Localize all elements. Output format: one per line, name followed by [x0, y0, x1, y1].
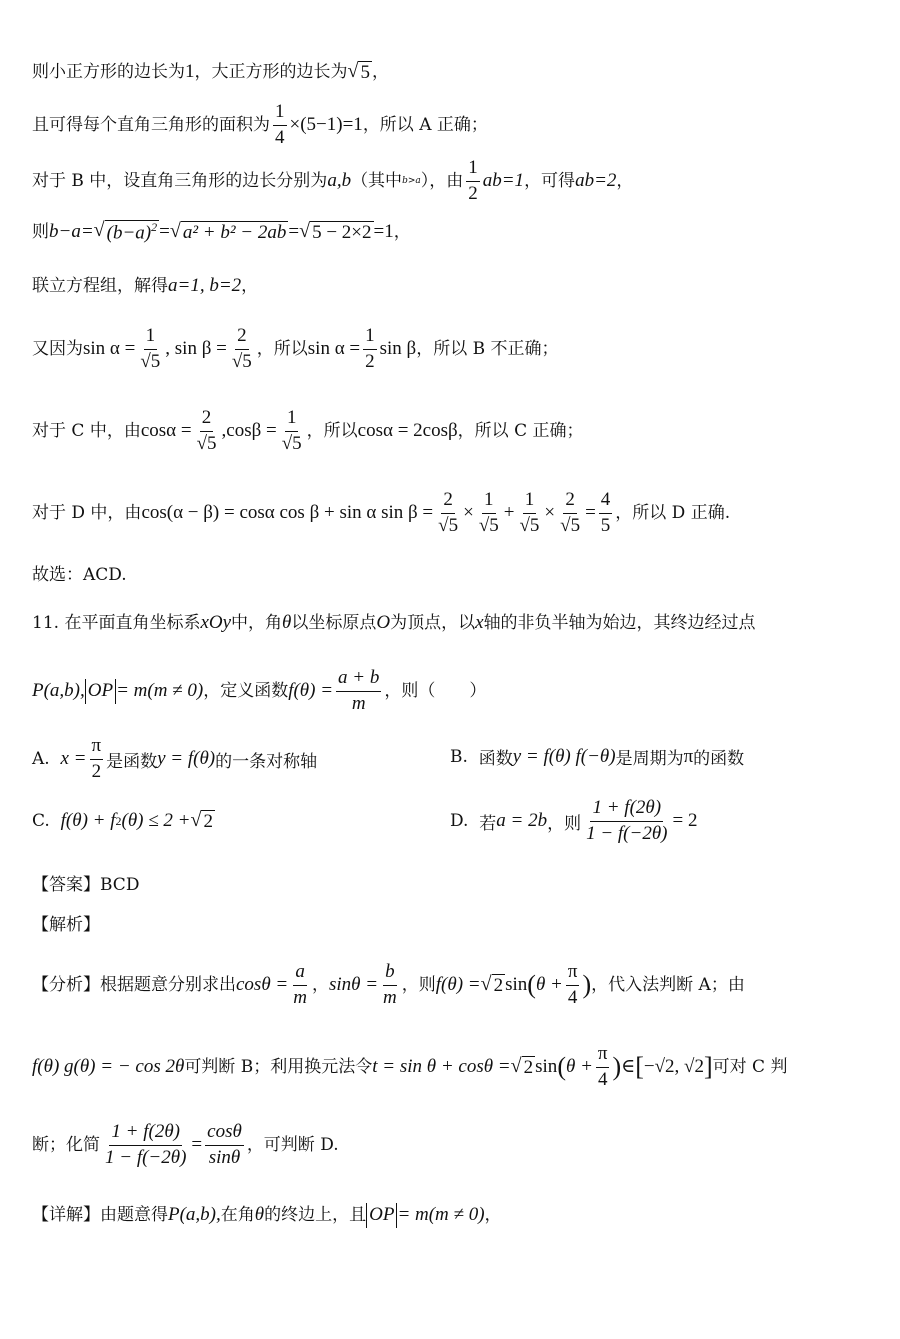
numerator: 1 + f(2θ)	[590, 798, 663, 822]
text: 【分析】根据题意分别求出	[32, 975, 236, 996]
text: 若	[479, 813, 497, 834]
text: 联立方程组，解得	[32, 276, 168, 297]
math-vars: O	[376, 612, 391, 633]
math-expression: f(θ) =	[288, 680, 334, 702]
numerator: a + b	[336, 668, 381, 692]
denominator-value: 5	[529, 514, 540, 536]
text: ，所以 C 正确；	[457, 421, 584, 442]
math-vars: θ	[282, 612, 292, 633]
text: ，则	[401, 975, 436, 996]
text: 11. 在平面直角坐标系	[32, 613, 201, 634]
math-expression: = m(m ≠ 0)	[116, 680, 204, 702]
option-c	[32, 810, 215, 833]
text: 为顶点，以	[390, 613, 476, 634]
math-expression: cos(α − β) = cosα cos β + sin α sin β =	[141, 502, 434, 524]
fraction	[566, 962, 580, 1009]
text: ，则（ ）	[384, 681, 487, 702]
numerator: 2	[235, 326, 249, 350]
text: ，代入法判断 A；由	[591, 975, 745, 996]
math-expression: ab=1	[482, 170, 525, 192]
numerator: 4	[599, 490, 613, 514]
math-expression: ab=2	[575, 170, 617, 192]
math-expression: sin β	[379, 338, 417, 360]
denominator-value: 5	[207, 432, 217, 454]
sqrt-expression: √ $(b-a)^2$	[93, 219, 158, 244]
fraction	[436, 490, 460, 537]
text: 对于 C 中，由	[32, 421, 141, 442]
line-8	[32, 490, 872, 537]
denominator: 4	[567, 986, 578, 1008]
fraction	[466, 158, 480, 205]
denominator: 1 − f(−2θ)	[586, 822, 668, 844]
math-equals: =	[585, 502, 596, 524]
numerator: a	[293, 962, 307, 986]
math-expression: y = f(θ)	[157, 748, 216, 770]
left-paren: (	[557, 1052, 566, 1082]
text: 轴的非负半轴为始边，其终边经过点	[483, 613, 756, 634]
math-abs: OP	[366, 1203, 397, 1228]
text: 故选：ACD.	[32, 565, 127, 585]
fraction	[363, 326, 377, 373]
math-expression: b−a=	[49, 221, 94, 242]
option-a	[32, 736, 317, 783]
question-11-line-1	[32, 611, 872, 636]
analysis-line-1	[32, 962, 872, 1009]
math-symbol: π	[683, 745, 694, 767]
text: 且可得每个直角三角形的面积为	[32, 115, 270, 136]
text: ，	[311, 975, 329, 996]
numerator: 1 + f(2θ)	[109, 1122, 182, 1146]
denominator: √5	[478, 514, 499, 536]
numerator: cosθ	[205, 1122, 244, 1146]
numerator: π	[596, 1044, 610, 1068]
math-vars: xOy	[200, 612, 232, 633]
text: 可判断 B；利用换元法令	[184, 1057, 373, 1078]
left-bracket: [	[635, 1052, 644, 1082]
text: ，则	[547, 813, 582, 834]
math-vars: x	[475, 612, 484, 633]
right-bracket: ]	[703, 1052, 713, 1082]
math-function: sin	[535, 1056, 558, 1078]
text: ，	[484, 1205, 502, 1226]
math-expression: = 2	[672, 810, 698, 832]
math-function: sin	[505, 974, 528, 996]
sqrt-arg-text: (b−a)	[106, 222, 152, 244]
fraction	[90, 736, 104, 783]
denominator: m	[293, 986, 307, 1008]
math-expression: sin α =	[307, 338, 361, 360]
line-7	[32, 408, 872, 455]
sqrt-arg: 2	[493, 974, 504, 996]
math-expression: t = sin θ + cosθ =	[372, 1056, 511, 1078]
text: 函数	[478, 749, 513, 769]
fraction	[596, 1044, 610, 1091]
denominator-value: 5	[448, 514, 459, 536]
math-expression: sinθ =	[328, 974, 379, 996]
numerator: 1	[363, 326, 377, 350]
math-expression: P(a,b),	[32, 680, 85, 702]
denominator: 4	[597, 1068, 608, 1090]
option-label: D.	[450, 811, 469, 832]
analysis-heading	[32, 914, 872, 936]
sqrt-arg: 2	[523, 1056, 534, 1078]
math-operator: ×	[463, 502, 474, 524]
text: （其中	[351, 171, 403, 192]
text: ，	[241, 276, 259, 297]
text: 的一条对称轴	[215, 751, 318, 772]
option-b	[450, 744, 744, 769]
analysis-text: 【解析】	[32, 915, 100, 935]
sqrt-arg: 2	[203, 811, 213, 832]
detail-line-1	[32, 1203, 872, 1228]
text: 以坐标原点	[291, 613, 377, 634]
denominator: √5	[196, 432, 217, 454]
text: 可对 C 判	[712, 1057, 788, 1078]
numerator: 1	[523, 490, 537, 514]
option-d	[450, 798, 697, 845]
denominator: √5	[281, 432, 302, 454]
left-paren: (	[527, 970, 536, 1000]
fraction	[558, 490, 582, 537]
math-equals: =	[159, 221, 170, 242]
right-paren: )	[612, 1052, 622, 1082]
text: ，所以	[256, 339, 308, 360]
text: ，	[616, 171, 634, 192]
text: ，	[371, 62, 389, 83]
fraction	[584, 798, 669, 845]
line-9	[32, 564, 872, 586]
denominator: m	[351, 692, 366, 714]
text: 对于 B 中，设直角三角形的边长分别为	[32, 171, 328, 192]
math-operator: ×	[544, 502, 556, 524]
text: ，可得	[524, 171, 576, 192]
sqrt-expression: √ 5	[347, 59, 370, 83]
fraction	[477, 490, 501, 537]
denominator-value: 5	[150, 350, 161, 372]
numerator: π	[566, 962, 580, 986]
fraction	[138, 326, 162, 373]
text: 中，角	[231, 613, 283, 634]
math-equals: =	[191, 1134, 203, 1156]
fraction	[517, 490, 541, 537]
denominator: 4	[275, 126, 285, 148]
analysis-line-2	[32, 1044, 872, 1091]
math-value: 1	[185, 61, 195, 82]
math-expression: cosα = 2cosβ	[357, 420, 458, 442]
denominator-value: 5	[292, 432, 302, 454]
math-expression: , sin β =	[165, 338, 227, 360]
denominator: 2	[468, 182, 478, 204]
text: 对于 D 中，由	[32, 503, 142, 524]
line-1	[32, 60, 872, 85]
fraction	[599, 490, 613, 537]
denominator: √5	[140, 350, 161, 372]
math-expression: ,cosβ =	[221, 420, 277, 442]
numerator: b	[383, 962, 397, 986]
text: 的终边上，且	[264, 1205, 367, 1226]
math-expression: a=1, b=2	[168, 275, 242, 296]
text: 的函数	[693, 749, 745, 769]
math-abs: OP	[85, 679, 116, 704]
math-expression: (θ) ≤ 2 +	[121, 810, 191, 832]
sqrt-arg: 5	[360, 61, 370, 83]
denominator-value: 5	[489, 514, 499, 536]
denominator: m	[383, 986, 397, 1008]
math-expression: sin α =	[83, 338, 136, 360]
fraction	[280, 408, 304, 455]
sqrt-expression: √ 2	[190, 809, 213, 832]
denominator: 2	[91, 760, 102, 782]
text: 又因为	[32, 339, 83, 360]
question-11-line-2	[32, 668, 872, 715]
math-expression: a = 2b	[496, 810, 548, 832]
line-6	[32, 326, 872, 373]
numerator: 1	[466, 158, 480, 182]
math-expression: f(θ) =	[435, 974, 481, 996]
fraction	[205, 1122, 244, 1169]
sqrt-expression: √ 2	[480, 972, 504, 996]
numerator: 1	[273, 102, 287, 126]
text: 是周期为	[615, 749, 684, 769]
denominator-value: 5	[570, 514, 581, 536]
superscript: 2	[115, 813, 122, 828]
text: ，可判断 D.	[246, 1135, 339, 1156]
math-expression: cosθ =	[236, 974, 289, 996]
text: 是函数	[106, 751, 158, 772]
line-4	[32, 220, 872, 245]
denominator: √5	[438, 514, 459, 536]
math-expression: = m(m ≠ 0)	[397, 1204, 485, 1225]
sqrt-expression: √ 2	[510, 1054, 534, 1078]
numerator: 2	[441, 490, 455, 514]
denominator: sinθ	[208, 1146, 241, 1168]
option-label: C.	[32, 811, 50, 832]
answer-text: 【答案】BCD	[32, 875, 140, 895]
option-label: B.	[450, 746, 468, 767]
text: ，所以 D 正确.	[615, 503, 731, 524]
numerator: 2	[563, 490, 577, 514]
denominator: 1 − f(−2θ)	[105, 1146, 187, 1168]
fraction	[381, 962, 399, 1009]
analysis-line-3	[32, 1122, 872, 1169]
numerator: 1	[144, 326, 158, 350]
math-expression: =1	[373, 221, 394, 242]
text: 则	[32, 222, 49, 243]
text: ，定义函数	[203, 681, 289, 702]
text: ，	[393, 222, 411, 243]
text: 断；化简	[32, 1135, 100, 1156]
text: ，所以 B 不正确；	[416, 339, 559, 360]
math-equals: =	[288, 221, 300, 242]
line-3	[32, 158, 872, 205]
math-expression: θ +	[535, 974, 563, 996]
right-paren: )	[582, 970, 592, 1000]
math-symbol: ∈	[621, 1056, 636, 1078]
denominator: √5	[519, 514, 540, 536]
fraction	[336, 668, 381, 715]
tiny-math: b>a	[402, 175, 421, 186]
fraction	[291, 962, 309, 1009]
numerator: 2	[200, 408, 214, 432]
sqrt-expression: √ 5 − 2×2	[299, 219, 372, 243]
math-expression: θ +	[565, 1056, 593, 1078]
sqrt-arg: 5 − 2×2	[312, 221, 372, 243]
denominator: √5	[560, 514, 581, 536]
answer-line	[32, 874, 872, 896]
math-expression: ×(5−1)=1	[289, 114, 363, 136]
math-expression: f(θ) g(θ) = − cos 2θ	[32, 1056, 185, 1078]
line-5	[32, 274, 872, 299]
numerator: 1	[285, 408, 299, 432]
math-expression: x =	[60, 748, 87, 770]
option-label: A.	[32, 749, 50, 770]
denominator-value: 5	[242, 350, 252, 372]
text: ，所以	[306, 421, 358, 442]
fraction	[103, 1122, 188, 1169]
numerator: π	[90, 736, 104, 760]
denominator: √5	[231, 350, 252, 372]
math-expression: cosα =	[140, 420, 192, 442]
math-vars: a,b	[327, 170, 352, 192]
sqrt-arg	[105, 220, 159, 244]
text: 则小正方形的边长为	[32, 62, 185, 83]
sqrt-expression: √ a² + b² − 2ab	[169, 219, 287, 243]
text: ，大正方形的边长为	[194, 62, 348, 83]
math-expression: P(a,b),	[168, 1204, 221, 1225]
math-expression: y = f(θ) f(−θ)	[512, 745, 616, 767]
text: ，所以 A 正确；	[362, 115, 488, 136]
math-operator: +	[503, 502, 515, 524]
sqrt-arg: a² + b² − 2ab	[182, 221, 287, 243]
text: 在角	[220, 1205, 255, 1226]
line-2	[32, 102, 872, 149]
text: ），由	[420, 171, 464, 192]
denominator: 5	[600, 514, 611, 536]
fraction	[273, 102, 287, 149]
math-interval: −√2, √2	[643, 1056, 704, 1078]
denominator: 2	[365, 350, 375, 372]
numerator: 1	[482, 490, 496, 514]
math-vars: θ	[254, 1204, 265, 1225]
fraction	[230, 326, 254, 373]
superscript: 2	[151, 220, 158, 235]
text: 【详解】由题意得	[32, 1205, 168, 1226]
fraction	[195, 408, 219, 455]
math-expression: f(θ) + f	[60, 810, 116, 832]
